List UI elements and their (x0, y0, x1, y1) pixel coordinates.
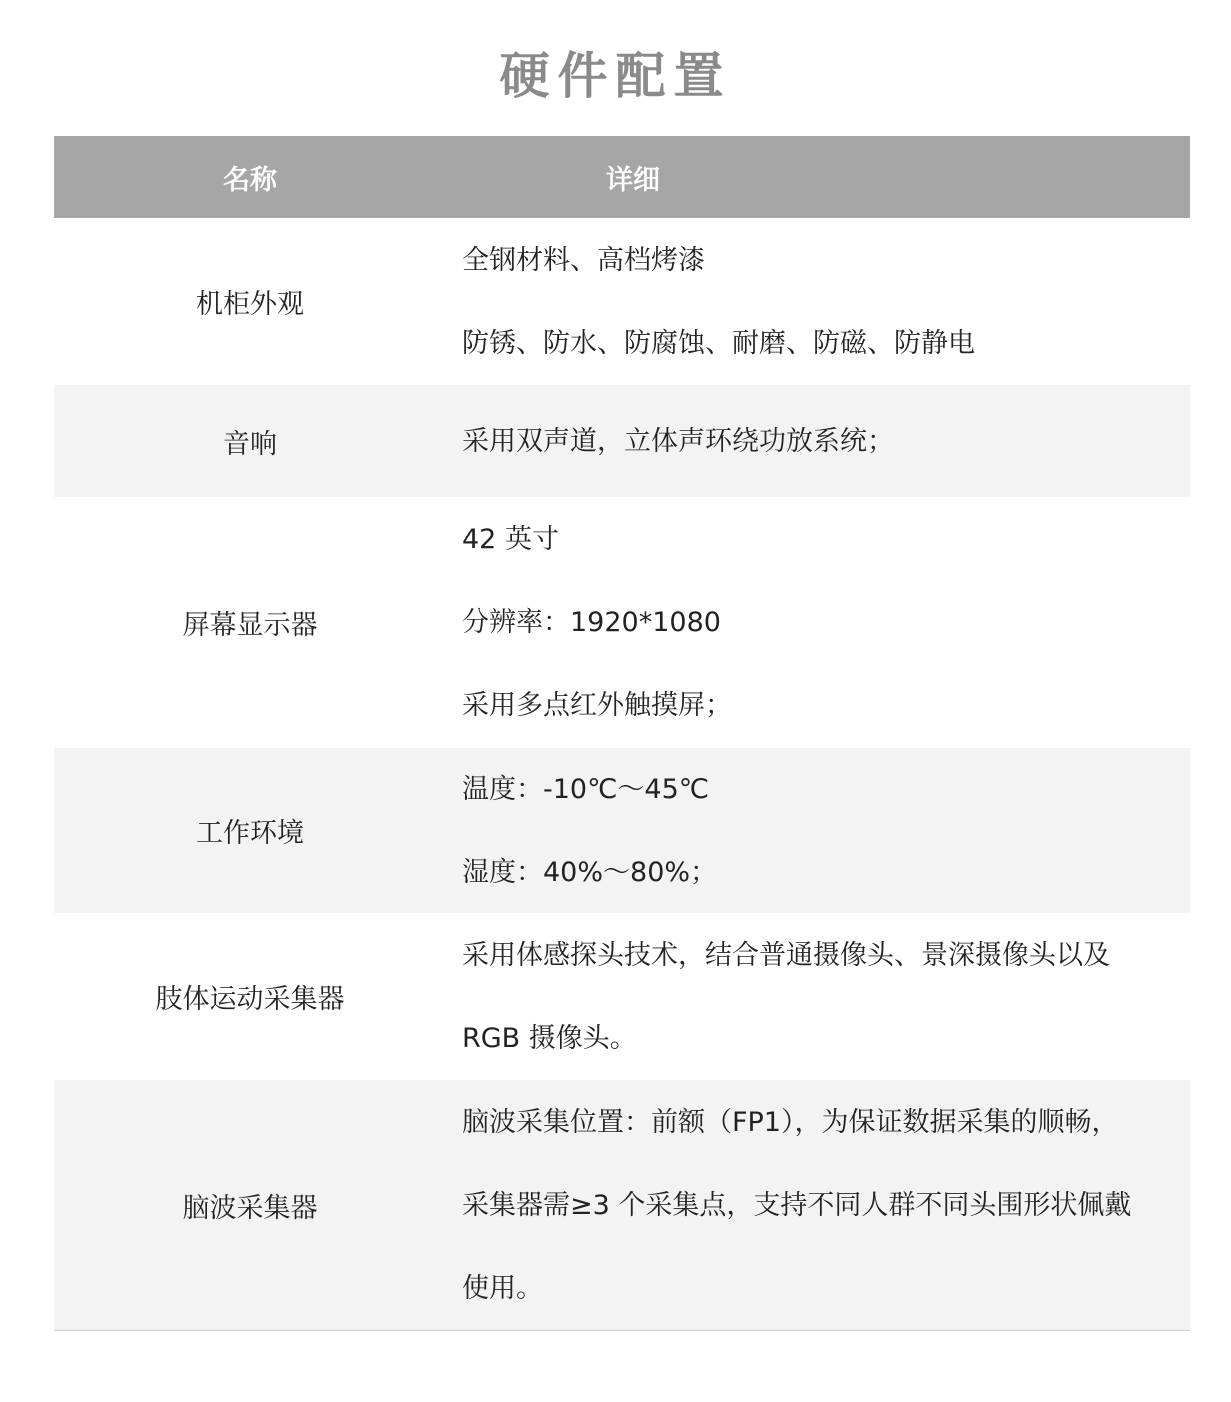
table-row (54, 1080, 1190, 1330)
detail-line: 湿度：40%～80%； (462, 856, 718, 888)
header-name: 名称 (223, 164, 277, 196)
detail-line: 脑波采集位置：前额（FP1），为保证数据采集的顺畅， (462, 1106, 1119, 1138)
detail-line: 温度：-10℃～45℃ (462, 773, 710, 805)
row-detail (446, 498, 1190, 747)
row-detail (446, 400, 1190, 483)
row-detail (446, 1081, 1190, 1330)
row-name: 肢体运动采集器 (155, 984, 345, 1015)
table-row (54, 913, 1190, 1080)
row-detail (446, 914, 1190, 1080)
row-detail (446, 219, 1190, 385)
table-row (54, 497, 1190, 748)
row-name: 脑波采集器 (182, 1192, 318, 1224)
detail-line: 采用体感探头技术，结合普通摄像头、景深摄像头以及 (462, 939, 1110, 971)
page-title: 硬件配置 (499, 46, 732, 105)
detail-line: 采集器需≥3 个采集点，支持不同人群不同头围形状佩戴 (462, 1189, 1132, 1221)
detail-line: 分辨率：1920*1080 (462, 607, 721, 638)
table-header (54, 136, 1190, 218)
detail-line: 采用双声道，立体声环绕功放系统； (462, 425, 894, 457)
row-name: 屏幕显示器 (182, 610, 318, 641)
detail-line: 防锈、防水、防腐蚀、耐磨、防磁、防静电 (462, 327, 975, 359)
hardware-config-table (54, 136, 1190, 1331)
row-name: 音响 (223, 428, 277, 460)
table-row (54, 385, 1190, 497)
row-name: 工作环境 (196, 818, 304, 849)
detail-line: 全钢材料、高档烤漆 (462, 244, 705, 276)
row-detail (446, 748, 1190, 914)
detail-line: 42 英寸 (462, 524, 559, 555)
header-detail: 详细 (606, 164, 660, 196)
row-name: 机柜外观 (196, 289, 304, 320)
table-row (54, 748, 1190, 913)
detail-line: RGB 摄像头。 (462, 1022, 637, 1054)
table-row (54, 218, 1190, 385)
detail-line: 使用。 (462, 1272, 543, 1304)
detail-line: 采用多点红外触摸屏； (462, 690, 732, 721)
